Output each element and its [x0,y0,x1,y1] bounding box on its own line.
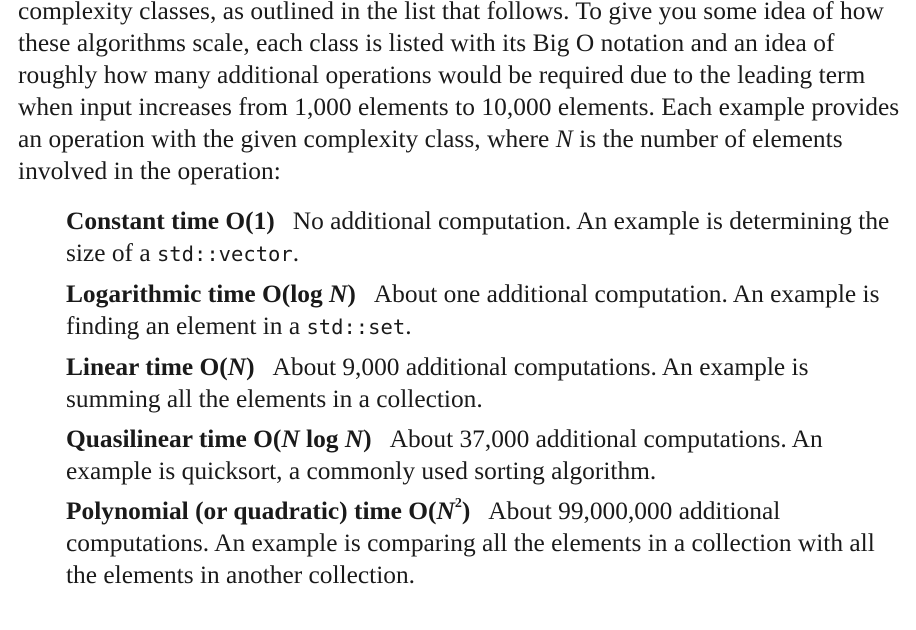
term-quasilinear-var: N [281,425,300,453]
term-constant-label: Constant time O(1) [66,207,275,235]
intro-paragraph [18,0,908,187]
term-linear-var: N [227,353,247,381]
term-polynomial-suffix: ) [461,497,471,525]
term-logarithmic-prefix: Logarithmic time O(log [66,280,330,308]
desc-constant-pre: No additional computation. An example is determining the size of a [66,207,890,267]
code-std-vector: std::vector [156,242,293,266]
intro-variable-n: N [555,125,573,153]
desc-logarithmic-post: . [405,312,412,340]
list-item-polynomial [66,495,908,591]
intro-text-part1: complexity classes, as outlined in the list that follows. To give you some idea of how these algorithms scale, each class is listed with its Big O notation and an idea of roughly how many additional operations would be required due to the leading term when input increases from 1,000 elements to 10,000 elements. Each example provides an operation with the given complexity class, where [18,0,900,153]
desc-linear: About 9,000 additional computations. An example is summing all the elements in a collection. [66,353,809,413]
desc-logarithmic-pre: About one additional computation. An example is finding an element in a [66,280,880,340]
intro-text-part2: is the number of elements involved in the operation: [18,125,843,185]
term-constant [66,207,275,235]
document-page [18,0,908,599]
term-polynomial-prefix: Polynomial (or quadratic) time O( [66,497,437,525]
term-polynomial-var: N [436,497,455,525]
desc-constant-post: . [292,239,300,267]
complexity-class-list [18,205,908,591]
list-item-logarithmic [66,278,908,343]
list-item-constant [66,205,908,270]
term-linear [66,353,255,381]
term-quasilinear [66,425,372,453]
list-item-quasilinear [66,423,908,487]
term-linear-prefix: Linear time O( [66,353,228,381]
list-item-linear [66,351,908,415]
term-logarithmic [66,280,356,308]
term-quasilinear-var2: N [344,425,364,453]
term-quasilinear-suffix: ) [363,425,372,453]
term-logarithmic-suffix: ) [347,280,356,308]
term-quasilinear-mid: log [299,425,345,453]
desc-polynomial: About 99,000,000 additional computations. An example is comparing all the elements in a collection with all the elements in another collection. [66,497,875,589]
term-linear-suffix: ) [246,353,255,381]
term-quasilinear-prefix: Quasilinear time O( [66,425,282,453]
term-polynomial-exponent: 2 [454,496,462,511]
code-std-set: std::set [306,315,406,339]
term-polynomial [66,497,470,525]
desc-quasilinear: About 37,000 additional computations. An example is quicksort, a commonly used sorting algorithm. [66,425,823,485]
term-logarithmic-var: N [329,280,348,308]
